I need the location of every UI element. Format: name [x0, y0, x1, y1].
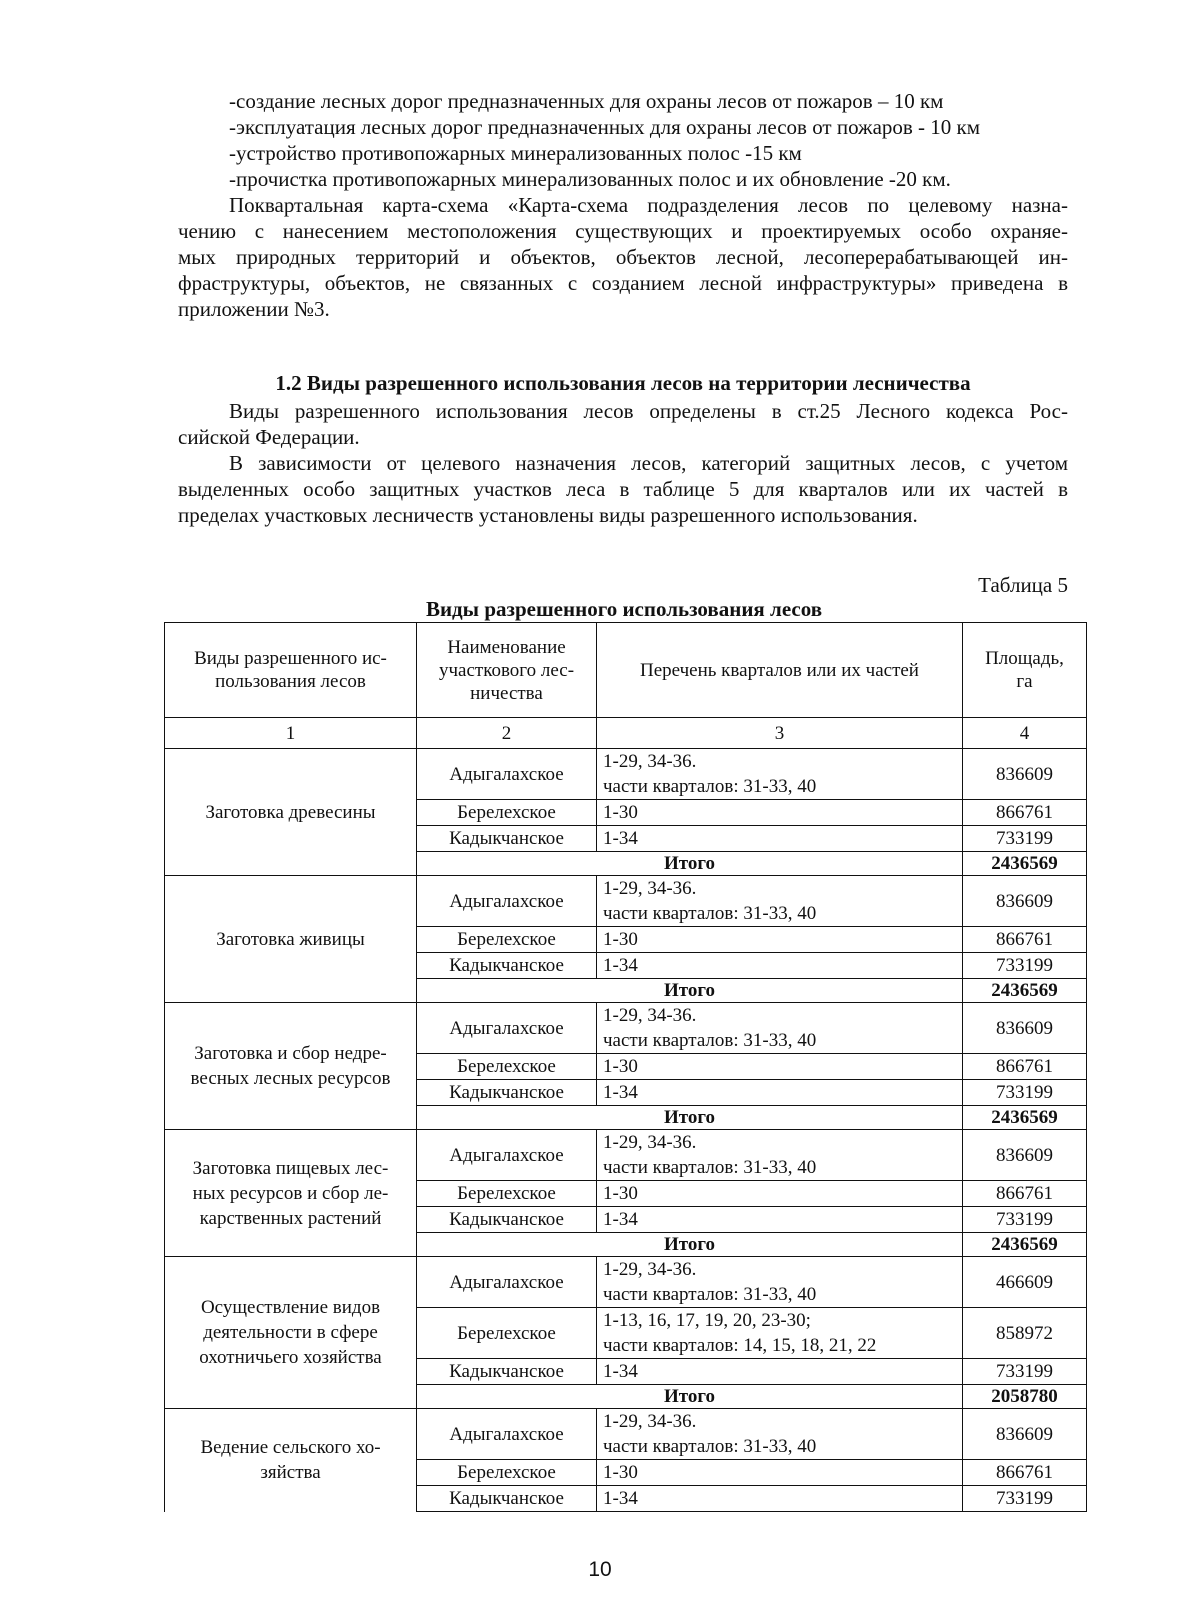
- table-title: Виды разрешенного использования лесов: [425, 597, 823, 621]
- district-cell: Адыгалахское: [417, 749, 597, 800]
- total-area: 2436569: [963, 979, 1087, 1003]
- quarters-cell: 1-30: [597, 800, 963, 826]
- area-cell: 733199: [963, 1207, 1087, 1233]
- column-number: 3: [597, 718, 963, 749]
- quarters-cell: 1-29, 34-36. части кварталов: 31-33, 40: [597, 876, 963, 927]
- district-cell: Адыгалахское: [417, 1130, 597, 1181]
- column-number: 1: [165, 718, 417, 749]
- quarters-cell: 1-13, 16, 17, 19, 20, 23-30; части кварталов: 14, 15, 18, 21, 22: [597, 1308, 963, 1359]
- area-cell: 466609: [963, 1257, 1087, 1308]
- table-header-row: [165, 623, 1087, 718]
- map-paragraph-line-1: Поквартальная карта-схема «Карта-схема подразделения лесов по целевому назна-: [229, 193, 1068, 217]
- district-cell: Берелехское: [417, 927, 597, 953]
- quarters-cell: 1-34: [597, 1207, 963, 1233]
- table-row: [165, 876, 1087, 927]
- quarters-cell: 1-34: [597, 953, 963, 979]
- table-row: [165, 1130, 1087, 1181]
- quarters-cell: 1-30: [597, 927, 963, 953]
- area-cell: 866761: [963, 1181, 1087, 1207]
- district-cell: Кадыкчанское: [417, 826, 597, 852]
- area-cell: 733199: [963, 953, 1087, 979]
- quarters-cell: 1-34: [597, 1486, 963, 1512]
- use-type-cell: Заготовка древесины: [165, 749, 417, 876]
- area-cell: 836609: [963, 1409, 1087, 1460]
- map-paragraph-line-5: приложении №3.: [178, 297, 330, 321]
- para-1-line-1: Виды разрешенного использования лесов определены в ст.25 Лесного кодекса Рос-: [229, 399, 1068, 423]
- quarters-cell: 1-34: [597, 1080, 963, 1106]
- permitted-use-table: [164, 622, 1087, 1512]
- district-cell: Адыгалахское: [417, 1409, 597, 1460]
- district-cell: Берелехское: [417, 1181, 597, 1207]
- quarters-cell: 1-34: [597, 826, 963, 852]
- map-paragraph-line-3: мых природных территорий и объектов, объектов лесной, лесоперерабатывающей ин-: [178, 245, 1068, 269]
- header-quarters-text: Перечень кварталов или их частей: [640, 659, 919, 681]
- header-district: [417, 623, 597, 718]
- intro-line-1: -создание лесных дорог предназначенных для охраны лесов от пожаров – 10 км: [229, 89, 944, 113]
- header-use-type: [165, 623, 417, 718]
- map-paragraph-line-4: фраструктуры, объектов, не связанных с созданием лесной инфраструктуры» приведена в: [178, 271, 1068, 295]
- use-type-cell: Заготовка живицы: [165, 876, 417, 1003]
- map-paragraph-line-2: чению с нанесением местоположения существующих и проектируемых особо охраняе-: [178, 219, 1068, 243]
- header-area: [963, 623, 1087, 718]
- quarters-cell: 1-29, 34-36. части кварталов: 31-33, 40: [597, 1003, 963, 1054]
- quarters-cell: 1-30: [597, 1054, 963, 1080]
- district-cell: Берелехское: [417, 1054, 597, 1080]
- area-cell: 836609: [963, 1130, 1087, 1181]
- total-label: Итого: [417, 979, 963, 1003]
- district-cell: Берелехское: [417, 1460, 597, 1486]
- column-number: 4: [963, 718, 1087, 749]
- use-type-cell: Заготовка пищевых лес- ных ресурсов и сбор ле- карственных растений: [165, 1130, 417, 1257]
- intro-line-4: -прочистка противопожарных минерализованных полос и их обновление -20 км.: [229, 167, 951, 191]
- district-cell: Берелехское: [417, 800, 597, 826]
- para-2-line-1: В зависимости от целевого назначения лесов, категорий защитных лесов, с учетом: [229, 451, 1068, 475]
- table-label: Таблица 5: [978, 573, 1068, 597]
- quarters-cell: 1-29, 34-36. части кварталов: 31-33, 40: [597, 1257, 963, 1308]
- total-area: 2436569: [963, 852, 1087, 876]
- total-area: 2058780: [963, 1385, 1087, 1409]
- area-cell: 836609: [963, 749, 1087, 800]
- total-label: Итого: [417, 852, 963, 876]
- para-2-line-3: пределах участковых лесничеств установлены виды разрешенного использования.: [178, 503, 918, 527]
- district-cell: Кадыкчанское: [417, 1080, 597, 1106]
- area-cell: 733199: [963, 826, 1087, 852]
- column-number: 2: [417, 718, 597, 749]
- quarters-cell: 1-29, 34-36. части кварталов: 31-33, 40: [597, 749, 963, 800]
- district-cell: Адыгалахское: [417, 1003, 597, 1054]
- area-cell: 733199: [963, 1080, 1087, 1106]
- district-cell: Кадыкчанское: [417, 1486, 597, 1512]
- district-cell: Адыгалахское: [417, 876, 597, 927]
- column-number-row: [165, 718, 1087, 749]
- table-row: [165, 1409, 1087, 1460]
- page-number: 10: [588, 1558, 612, 1581]
- area-cell: 733199: [963, 1486, 1087, 1512]
- header-quarters: [597, 623, 963, 718]
- area-cell: 858972: [963, 1308, 1087, 1359]
- area-cell: 866761: [963, 800, 1087, 826]
- use-type-cell: Ведение сельского хо- зяйства: [165, 1409, 417, 1512]
- quarters-cell: 1-29, 34-36. части кварталов: 31-33, 40: [597, 1130, 963, 1181]
- district-cell: Кадыкчанское: [417, 953, 597, 979]
- total-label: Итого: [417, 1233, 963, 1257]
- header-district-text: Наименование участкового лес- ничества: [438, 636, 575, 704]
- district-cell: Берелехское: [417, 1308, 597, 1359]
- quarters-cell: 1-30: [597, 1181, 963, 1207]
- area-cell: 866761: [963, 927, 1087, 953]
- use-type-cell: Заготовка и сбор недре- весных лесных ресурсов: [165, 1003, 417, 1130]
- use-type-cell: Осуществление видов деятельности в сфере охотничьего хозяйства: [165, 1257, 417, 1409]
- quarters-cell: 1-30: [597, 1460, 963, 1486]
- quarters-cell: 1-29, 34-36. части кварталов: 31-33, 40: [597, 1409, 963, 1460]
- area-cell: 836609: [963, 1003, 1087, 1054]
- district-cell: Кадыкчанское: [417, 1359, 597, 1385]
- section-heading: 1.2 Виды разрешенного использования лесов на территории лесничества: [275, 371, 971, 395]
- total-area: 2436569: [963, 1106, 1087, 1130]
- table-row: [165, 1257, 1087, 1308]
- table-row: [165, 1003, 1087, 1054]
- district-cell: Адыгалахское: [417, 1257, 597, 1308]
- total-area: 2436569: [963, 1233, 1087, 1257]
- para-1-line-2: сийской Федерации.: [178, 425, 360, 449]
- area-cell: 866761: [963, 1460, 1087, 1486]
- intro-line-3: -устройство противопожарных минерализованных полос -15 км: [229, 141, 802, 165]
- total-label: Итого: [417, 1106, 963, 1130]
- para-2-line-2: выделенных особо защитных участков леса в таблице 5 для кварталов или их частей в: [178, 477, 1068, 501]
- intro-line-2: -эксплуатация лесных дорог предназначенных для охраны лесов от пожаров - 10 км: [229, 115, 981, 139]
- table-row: [165, 749, 1087, 800]
- area-cell: 733199: [963, 1359, 1087, 1385]
- total-label: Итого: [417, 1385, 963, 1409]
- header-use-type-text: Виды разрешенного ис- пользования лесов: [194, 648, 387, 692]
- area-cell: 866761: [963, 1054, 1087, 1080]
- district-cell: Кадыкчанское: [417, 1207, 597, 1233]
- area-cell: 836609: [963, 876, 1087, 927]
- header-area-text: Площадь, га: [985, 648, 1064, 692]
- quarters-cell: 1-34: [597, 1359, 963, 1385]
